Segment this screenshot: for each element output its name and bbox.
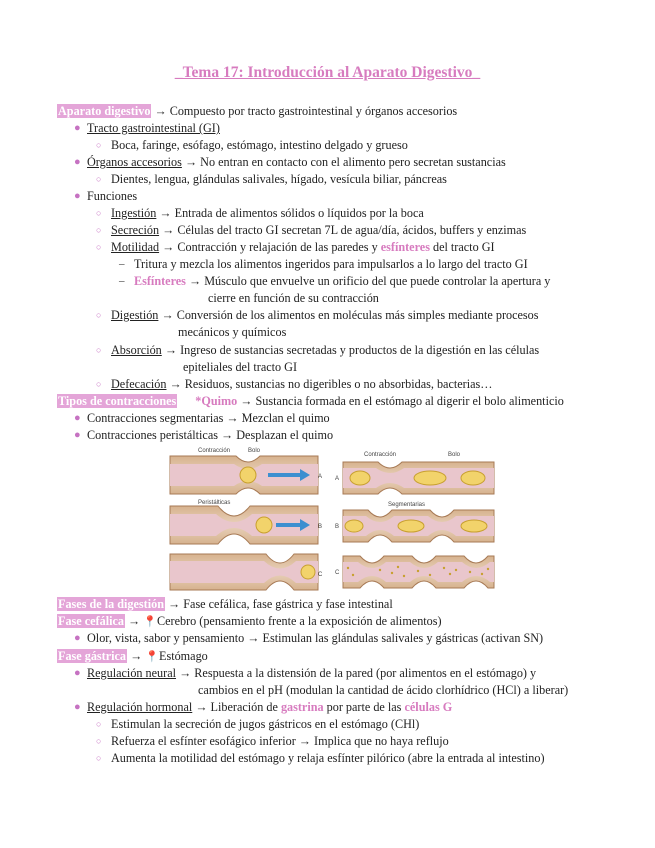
peristaltic-tube-c	[170, 554, 318, 590]
cefalica-arrow: →	[124, 614, 144, 628]
bullet-circle-icon: ○	[96, 719, 102, 729]
cefalica-line	[57, 614, 442, 630]
motilidad-detail-1: Tritura y mezcla los alimentos ingeridos para impulsarlos a lo largo del tracto GI	[134, 257, 528, 271]
cefalica-text: Cerebro (pensamiento frente a la exposición de alimentos)	[156, 614, 442, 628]
funciones-item: Funciones	[87, 189, 138, 203]
hormonal-sub-1: Estimulan la secreción de jugos gástricos en el estómago (CHl)	[111, 717, 420, 731]
bullet-circle-icon: ○	[96, 753, 102, 763]
hormonal-sub-3: Aumenta la motilidad del estómago y relaja esfínter pilórico (abre la entrada al intestino)	[111, 751, 545, 765]
fig-letter-a-2: A	[335, 476, 340, 482]
digestion-text: → Conversión de los alimentos en moléculas más simples mediante procesos	[158, 308, 539, 322]
segmental-tube-c	[343, 556, 494, 588]
gastrica-text: Estómago	[159, 649, 208, 663]
bullet-circle-icon: ○	[96, 208, 102, 218]
motilidad-item	[111, 240, 495, 255]
bullet-dot-icon: ●	[74, 122, 81, 134]
bullet-circle-icon: ○	[96, 140, 102, 150]
bullet-circle-icon: ○	[96, 242, 102, 252]
absorcion-text-cont: epiteliales del tracto GI	[183, 360, 298, 374]
fig-letter-b: B	[318, 524, 323, 530]
neural-item	[87, 666, 536, 681]
dash-icon: –	[119, 275, 125, 287]
bullet-circle-icon: ○	[96, 736, 102, 746]
bullet-dot-icon: ●	[74, 156, 81, 168]
peristalticas-item: Contracciones peristálticas → Desplazan el quimo	[87, 428, 334, 442]
defecacion-item	[111, 377, 492, 392]
cefalica-label: Fase cefálica	[58, 614, 124, 628]
bullet-circle-icon: ○	[96, 345, 102, 355]
neural-label: Regulación neural	[87, 666, 177, 680]
hormonal-sub-2: Refuerza el esfínter esofágico inferior → Implica que no haya reflujo	[111, 734, 449, 748]
neural-text-cont: cambios en el pH (modulan la cantidad de ácido clorhídrico (HCl) a liberar)	[198, 683, 569, 697]
fig-peristalticas-label: Peristálticas	[198, 500, 231, 506]
bullet-circle-icon: ○	[96, 379, 102, 389]
tipos-label: Tipos de contracciones	[58, 394, 177, 408]
fig-letter-c: C	[318, 572, 323, 578]
ingestion-text: → Entrada de alimentos sólidos o líquidos por la boca	[156, 206, 424, 220]
bullet-circle-icon: ○	[96, 225, 102, 235]
fig-contraccion-label-2: Contracción	[364, 452, 397, 458]
segmental-tube-b	[343, 510, 494, 542]
pin-icon: 📍	[143, 616, 157, 628]
esfinteres-text-cont: cierre en función de su contracción	[208, 291, 379, 305]
gastrina-highlight: gastrina	[280, 700, 324, 714]
contractions-figure	[168, 444, 496, 592]
gastrica-label: Fase gástrica	[58, 649, 127, 663]
defecacion-text: → Residuos, sustancias no digeribles o no absorbidas, bacterias…	[166, 377, 493, 391]
intro-text: → Compuesto por tracto gastrointestinal y órganos accesorios	[151, 104, 458, 118]
absorcion-item	[111, 343, 539, 358]
motilidad-label: Motilidad	[111, 240, 160, 254]
fig-bolo-label-2: Bolo	[448, 452, 461, 458]
motilidad-end: del tracto GI	[429, 240, 495, 254]
organos-sub-item: Dientes, lengua, glándulas salivales, hígado, vesícula biliar, páncreas	[111, 172, 447, 186]
quimo-text: → Sustancia formada en el estómago al digerir el bolo alimenticio	[237, 394, 564, 408]
fig-segmentarias-label: Segmentarias	[388, 502, 426, 508]
hormonal-label: Regulación hormonal	[87, 700, 193, 714]
segmentarias-item: Contracciones segmentarias → Mezclan el quimo	[87, 411, 330, 425]
bullet-dot-icon: ●	[74, 429, 81, 441]
bullet-dot-icon: ●	[74, 667, 81, 679]
secrecion-item	[111, 223, 526, 238]
bullet-dot-icon: ●	[74, 412, 81, 424]
bullet-dot-icon: ●	[74, 632, 81, 644]
cefalica-item: Olor, vista, sabor y pensamiento → Estimulan las glándulas salivales y gástricas (activan SN)	[87, 631, 544, 645]
digestion-label: Digestión	[111, 308, 159, 322]
motilidad-detail-2	[134, 274, 550, 289]
fases-label: Fases de la digestión	[58, 597, 164, 611]
digestion-text-cont: mecánicos y químicos	[178, 325, 287, 339]
gastrica-arrow: →	[127, 649, 146, 663]
gastrica-line	[57, 649, 208, 665]
hormonal-text-1: → Liberación de	[192, 700, 281, 714]
organos-item	[87, 155, 506, 170]
digestion-item	[111, 308, 539, 323]
secrecion-text: → Células del tracto GI secretan 7L de agua/día, ácidos, buffers y enzimas	[159, 223, 527, 237]
organos-text: → No entran en contacto con el alimento pero secretan sustancias	[181, 155, 506, 169]
peristaltic-tube-b	[170, 506, 318, 544]
celulas-g-highlight: células G	[404, 700, 453, 714]
quimo-label: *Quimo	[195, 394, 238, 408]
fases-text: → Fase cefálica, fase gástrica y fase intestinal	[164, 597, 393, 611]
bullet-dot-icon: ●	[74, 190, 81, 202]
bullet-circle-icon: ○	[96, 310, 102, 320]
defecacion-label: Defecación	[111, 377, 167, 391]
intro-line	[57, 104, 457, 119]
secrecion-label: Secreción	[111, 223, 160, 237]
esfinteres-label: Esfínteres	[134, 274, 186, 288]
esfinteres-text: → Músculo que envuelve un orificio del que puede controlar la apertura y	[185, 274, 551, 288]
fig-bolo-label: Bolo	[248, 448, 261, 454]
absorcion-text: → Ingreso de sustancias secretadas y productos de la digestión en las células	[161, 343, 540, 357]
tipos-line	[57, 394, 564, 409]
ingestion-label: Ingestión	[111, 206, 157, 220]
fig-contraccion-label: Contracción	[198, 448, 231, 454]
tracto-item: Tracto gastrointestinal (GI)	[87, 121, 220, 135]
fases-line	[57, 597, 393, 612]
motilidad-text: → Contracción y relajación de las paredes y	[159, 240, 381, 254]
bullet-dot-icon: ●	[74, 701, 81, 713]
fig-letter-c-2: C	[335, 570, 340, 576]
bullet-circle-icon: ○	[96, 174, 102, 184]
peristaltic-tube-a	[170, 456, 318, 494]
fig-letter-b-2: B	[335, 524, 340, 530]
hormonal-text-2: por parte de las	[323, 700, 405, 714]
intro-label: Aparato digestivo	[58, 104, 151, 118]
fig-letter-a: A	[318, 474, 323, 480]
pin-icon: 📍	[145, 651, 160, 663]
page-title: _Tema 17: Introducción al Aparato Digestivo_	[174, 64, 481, 81]
neural-text: → Respuesta a la distensión de la pared (por alimentos en el estómago) y	[176, 666, 537, 680]
organos-label: Órganos accesorios	[87, 155, 182, 169]
segmental-tube-a	[343, 462, 494, 494]
absorcion-label: Absorción	[111, 343, 162, 357]
tracto-sub-item: Boca, faringe, esófago, estómago, intestino delgado y grueso	[111, 138, 408, 152]
hormonal-item	[87, 700, 452, 715]
esfinteres-highlight: esfínteres	[380, 240, 430, 254]
ingestion-item	[111, 206, 424, 221]
dash-icon: –	[119, 258, 125, 270]
